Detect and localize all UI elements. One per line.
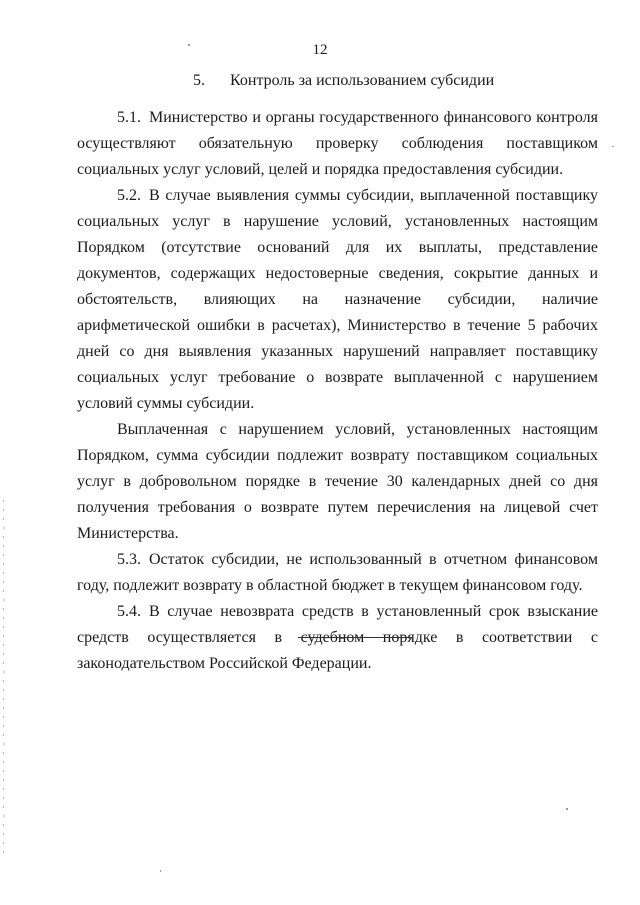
paragraph-5-3 — [77, 547, 598, 599]
section-number: 5. — [193, 72, 205, 89]
paragraph-text: Остаток субсидии, не использованный в отчетном финансовом году, подлежит возврату в областной бюджет в текущем финансовом году. — [77, 551, 598, 594]
scan-edge-artifact — [3, 500, 4, 860]
scan-speck — [612, 146, 614, 147]
paragraph-text: Выплаченная с нарушением условий, установленных настоящим Порядком, сумма субсидии подлежит возврату поставщиком социальных услуг в добровольном порядке в течение 30 календарных дней со дня получения требования о возврате путем перечисления на лицевой счет Министерства. — [77, 421, 598, 542]
paragraph-number: 5.2. — [117, 187, 141, 204]
end-of-document-line — [298, 637, 412, 638]
scan-speck — [188, 44, 190, 46]
section-title: Контроль за использованием субсидии — [230, 72, 495, 89]
page-number: 12 — [312, 42, 328, 58]
paragraph-5-4 — [77, 599, 598, 677]
paragraph-text: В случае невозврата средств в установленный срок взыскание средств осуществляется в судебном порядке в соответствии с законодательством Российской Федерации. — [77, 603, 598, 672]
scan-speck — [566, 808, 568, 810]
paragraph-number: 5.3. — [117, 551, 141, 568]
paragraph-5-1 — [77, 105, 598, 183]
paragraph-text: В случае выявления суммы субсидии, выплаченной поставщику социальных услуг в нарушение условий, установленных настоящим Порядком (отсутствие оснований для их выплаты, представление документов, содержащих недостоверные сведения, сокрытие данных и обстоятельств, влияющих на назначение субсидии, наличие арифметической ошибки в расчетах), Министерство в течение 5 рабочих дней со дня выявления указанных нарушений направляет поставщику социальных услуг требование о возврате выплаченной с нарушением условий суммы субсидии. — [77, 187, 598, 412]
section-heading — [193, 72, 494, 90]
paragraph-5-2-continuation — [77, 417, 598, 547]
paragraph-5-2 — [77, 183, 598, 417]
document-body — [77, 105, 598, 677]
paragraph-number: 5.1. — [117, 109, 141, 126]
paragraph-number: 5.4. — [117, 603, 141, 620]
scan-speck — [160, 870, 161, 872]
paragraph-text: Министерство и органы государственного финансового контроля осуществляют обязательную проверку соблюдения поставщиком социальных услуг условий, целей и порядка предоставления субсидии. — [77, 109, 598, 178]
